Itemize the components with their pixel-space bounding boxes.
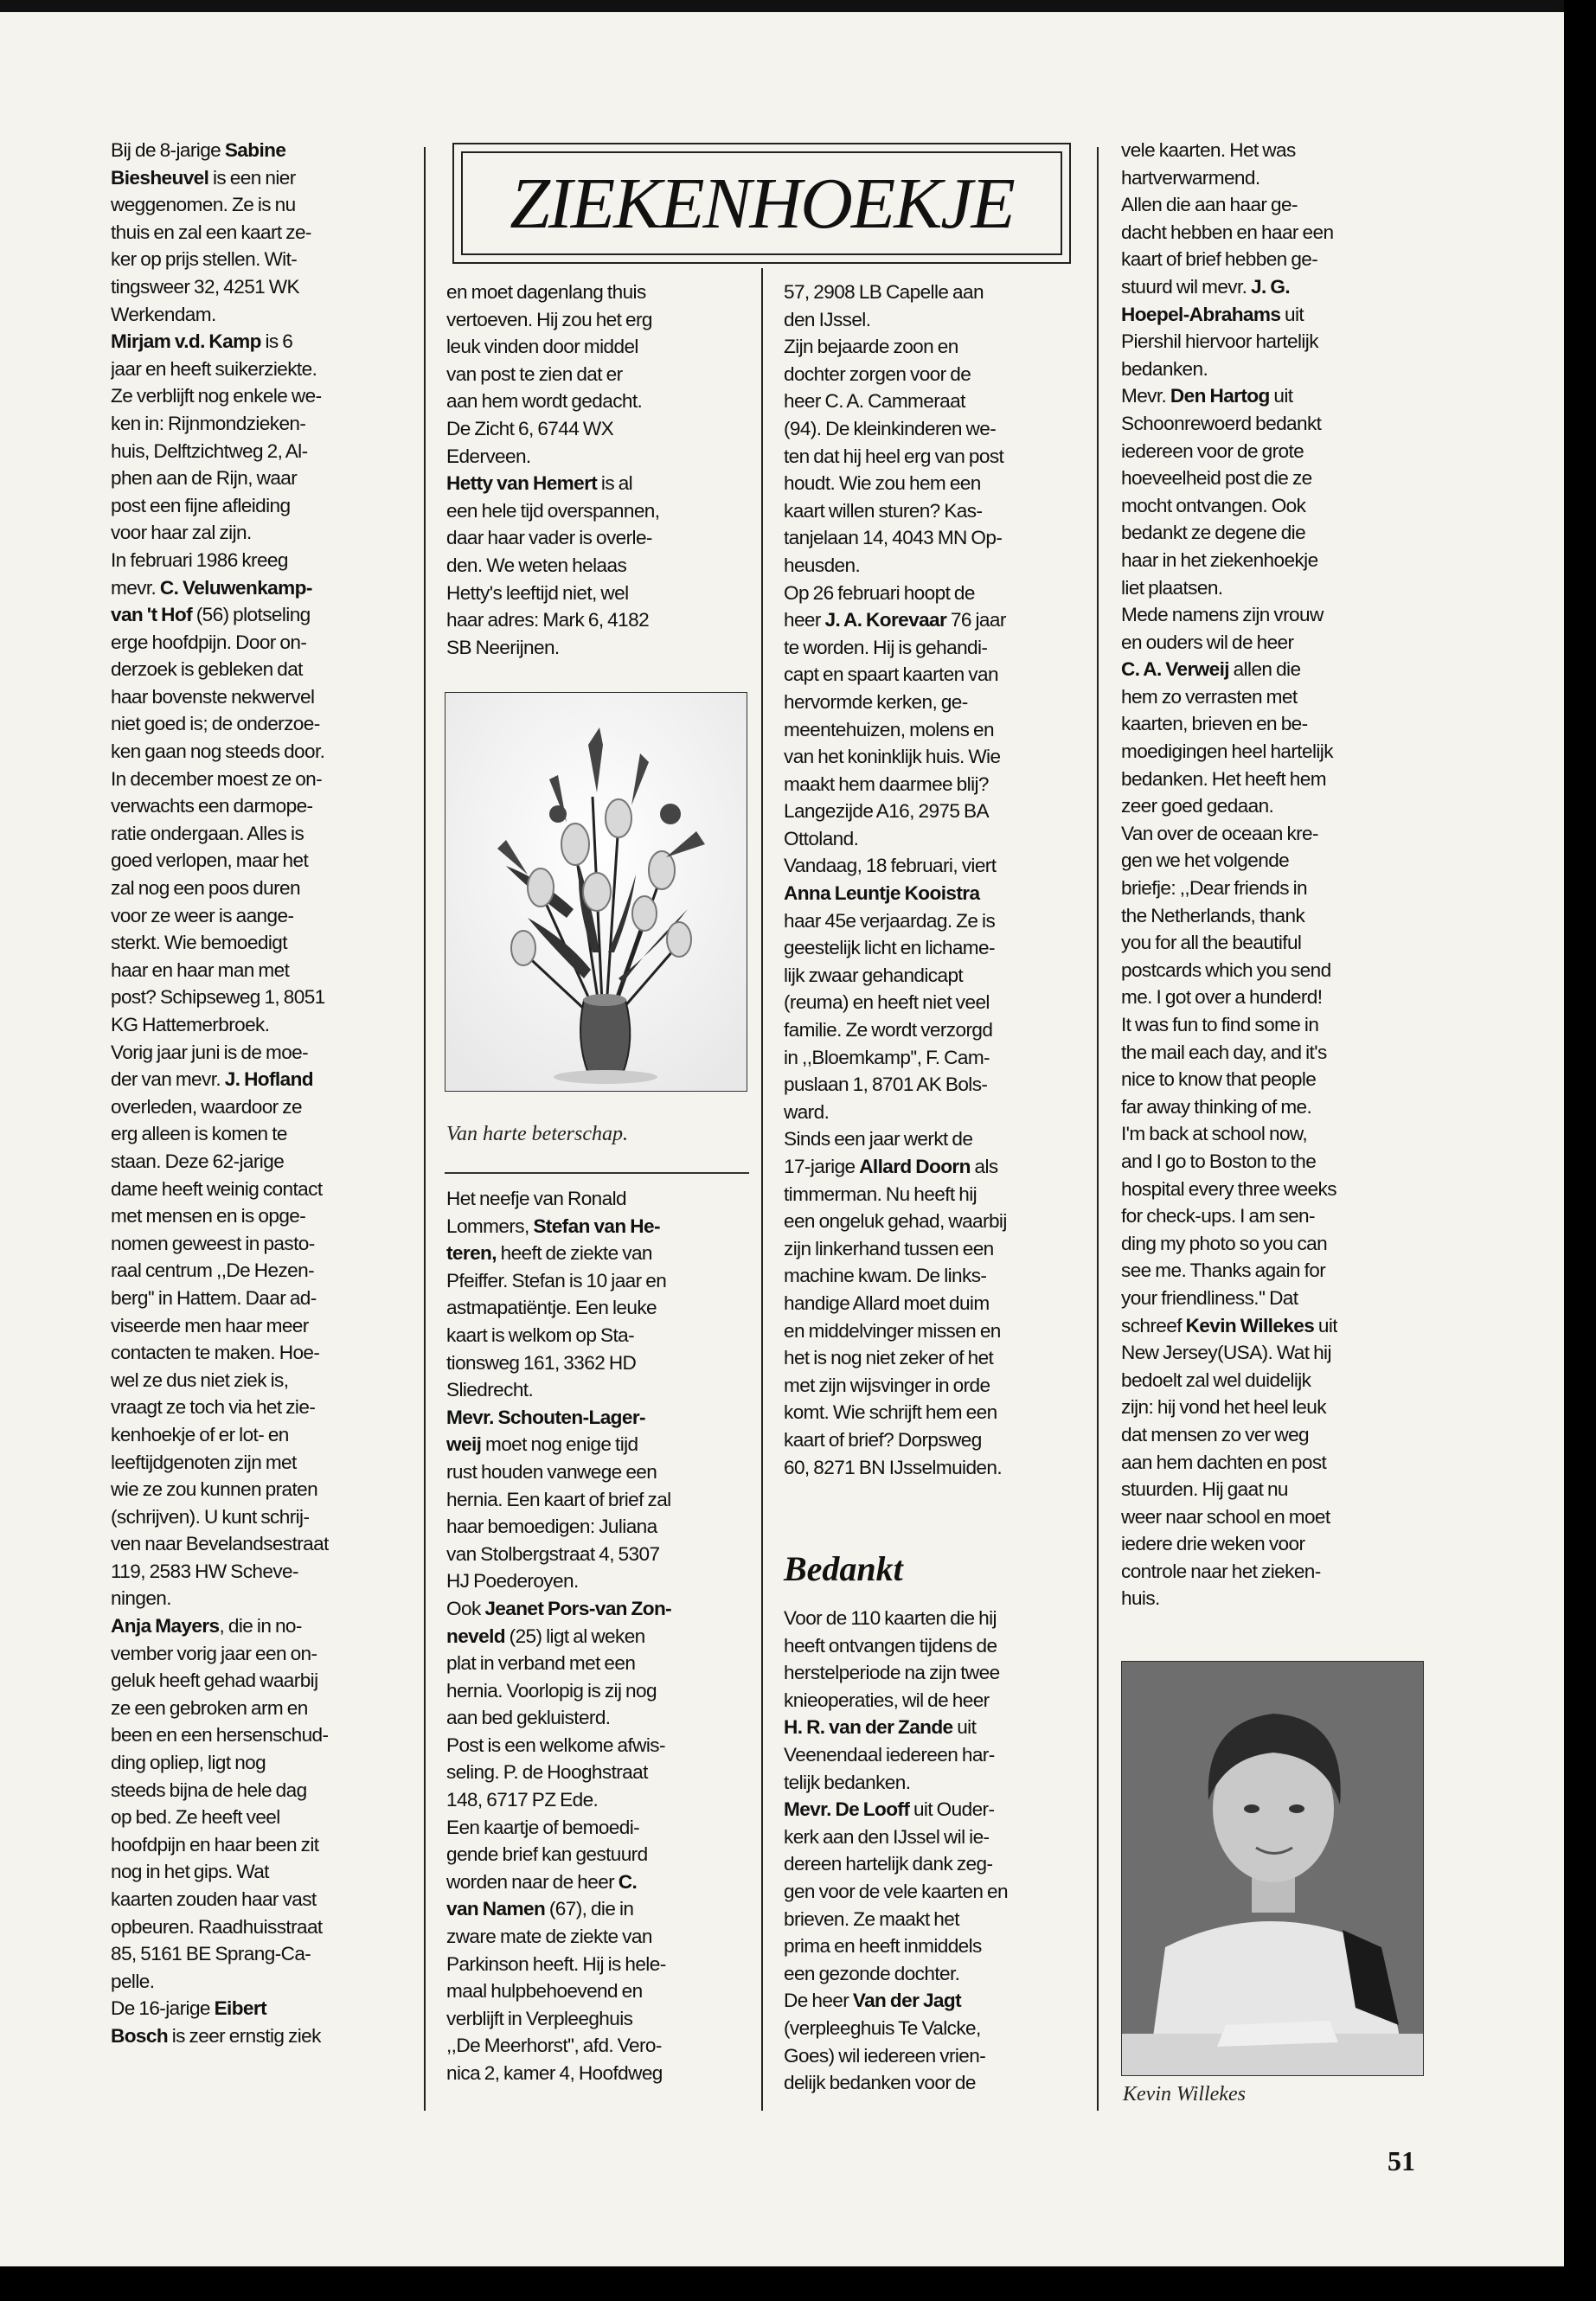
- title-inner-frame: [461, 151, 1062, 255]
- text-line: Hoepel-Abrahams uit: [1121, 303, 1304, 325]
- text-line: ding opliep, ligt nog: [111, 1752, 266, 1774]
- text-line: tingsweer 32, 4251 WK: [111, 275, 299, 298]
- text-line: post een fijne afleiding: [111, 494, 291, 516]
- text-line: berg'' in Hattem. Daar ad-: [111, 1286, 317, 1309]
- column-3-bottom: [784, 1605, 1008, 2097]
- text-line: geestelijk licht en lichame-: [784, 937, 995, 959]
- text-line: van post te zien dat er: [446, 362, 623, 385]
- text-line: bedanken.: [1121, 357, 1208, 380]
- text-line: ze een gebroken arm en: [111, 1696, 308, 1719]
- text-line: In december moest ze on-: [111, 767, 323, 790]
- text-line: leuk vinden door middel: [446, 336, 638, 358]
- text-line: het is nog niet zeker of het: [784, 1347, 994, 1369]
- text-line: nice to know that people: [1121, 1068, 1317, 1091]
- text-line: Het neefje van Ronald: [446, 1188, 626, 1209]
- text-line: 17-jarige Allard Doorn als: [784, 1156, 998, 1177]
- column-divider-1: [424, 147, 426, 2111]
- text-line: worden naar de heer C.: [446, 1870, 638, 1893]
- text-line: Vandaag, 18 februari, viert: [784, 855, 997, 877]
- text-line: Bosch is zeer ernstig ziek: [111, 2024, 321, 2047]
- text-line: heusden.: [784, 554, 861, 576]
- text-line: bedanken. Het heeft hem: [1121, 767, 1326, 790]
- page-number: 51: [1388, 2145, 1415, 2176]
- text-line: neveld (25) ligt al weken: [446, 1625, 645, 1647]
- column-divider-2: [761, 268, 763, 2111]
- text-line: De 16-jarige Eibert: [111, 1997, 266, 2020]
- text-line: It was fun to find some in: [1121, 1014, 1319, 1035]
- text-line: steeds bijna de hele dag: [111, 1779, 307, 1801]
- section-heading-bedankt: Bedankt: [784, 1549, 903, 1588]
- text-line: De heer Van der Jagt: [784, 1990, 962, 2012]
- text-line: hernia. Een kaart of brief zal: [446, 1488, 671, 1510]
- flowers-photo: [445, 692, 747, 1092]
- text-line: Sinds een jaar werkt de: [784, 1128, 973, 1150]
- text-line: I'm back at school now,: [1121, 1123, 1308, 1145]
- text-line: Post is een welkome afwis-: [446, 1734, 665, 1756]
- text-line: Ottoland.: [784, 827, 859, 849]
- text-line: van het koninklijk huis. Wie: [784, 746, 1001, 768]
- text-line: schreef Kevin Willekes uit: [1121, 1314, 1337, 1336]
- text-line: hoeveelheid post die ze: [1121, 467, 1312, 490]
- text-line: SB Neerijnen.: [446, 636, 560, 658]
- text-line: haar en haar man met: [111, 958, 290, 981]
- text-line: aan hem dachten en post: [1121, 1451, 1327, 1473]
- text-line: viseerde men haar meer: [111, 1314, 309, 1336]
- text-line: been en een hersenschud-: [111, 1724, 329, 1747]
- text-line: in ,,Bloemkamp'', F. Cam-: [784, 1046, 990, 1068]
- text-line: met mensen en is opge-: [111, 1205, 306, 1227]
- text-line: delijk bedanken voor de: [784, 2072, 976, 2094]
- text-line: Vorig jaar juni is de moe-: [111, 1041, 309, 1063]
- text-line: dame heeft weinig contact: [111, 1177, 323, 1200]
- text-line: maakt hem daarmee blij?: [784, 772, 989, 795]
- text-line: kenhoekje of er lot- en: [111, 1423, 289, 1445]
- text-line: ratie ondergaan. Alles is: [111, 822, 304, 844]
- text-line: voor ze weer is aange-: [111, 904, 294, 926]
- text-line: en middelvinger missen en: [784, 1319, 1001, 1342]
- text-line: thuis en zal een kaart ze-: [111, 221, 311, 243]
- text-line: aan hem wordt gedacht.: [446, 390, 643, 413]
- text-line: dereen hartelijk dank zeg-: [784, 1853, 993, 1875]
- text-line: van 't Hof (56) plotseling: [111, 604, 311, 626]
- text-line: liet plaatsen.: [1121, 576, 1223, 599]
- text-line: aan bed gekluisterd.: [446, 1707, 611, 1729]
- column-2-bottom: [446, 1185, 671, 2087]
- text-line: me. I got over a hunderd!: [1121, 986, 1323, 1009]
- text-line: post? Schipseweg 1, 8051: [111, 986, 325, 1009]
- text-line: your friendliness.'' Dat: [1121, 1286, 1298, 1309]
- text-line: Schoonrewoerd bedankt: [1121, 412, 1322, 434]
- text-line: dat mensen zo ver weg: [1121, 1423, 1309, 1445]
- text-line: machine kwam. De links-: [784, 1265, 987, 1287]
- text-line: van Namen (67), die in: [446, 1898, 634, 1920]
- text-line: Mevr. De Looff uit Ouder-: [784, 1798, 995, 1821]
- text-line: Op 26 februari hoopt de: [784, 581, 975, 604]
- text-line: den. We weten helaas: [446, 554, 627, 576]
- text-line: den IJssel.: [784, 308, 871, 330]
- text-line: Ze verblijft nog enkele we-: [111, 385, 322, 407]
- text-line: puslaan 1, 8701 AK Bols-: [784, 1074, 988, 1096]
- text-line: geluk heeft gehad waarbij: [111, 1670, 318, 1692]
- text-line: plat in verband met een: [446, 1652, 636, 1675]
- text-line: ker op prijs stellen. Wit-: [111, 248, 298, 271]
- text-line: gen voor de vele kaarten en: [784, 1880, 1008, 1902]
- column-2-top: [446, 279, 659, 661]
- text-line: HJ Poederoyen.: [446, 1570, 579, 1593]
- text-line: derzoek is gebleken dat: [111, 658, 303, 681]
- text-line: wel ze dus niet ziek is,: [111, 1368, 289, 1391]
- text-line: capt en spaart kaarten van: [784, 663, 998, 686]
- text-line: familie. Ze wordt verzorgd: [784, 1019, 993, 1042]
- text-line: meentehuizen, molens en: [784, 718, 994, 740]
- scan-edge-top: [0, 0, 1564, 12]
- text-line: Hetty van Hemert is al: [446, 472, 633, 495]
- text-line: opbeuren. Raadhuisstraat: [111, 1915, 323, 1938]
- flower-vase-icon: [445, 693, 747, 1091]
- text-line: C. A. Verweij allen die: [1121, 658, 1301, 681]
- text-line: timmerman. Nu heeft hij: [784, 1183, 977, 1205]
- text-line: teren, heeft de ziekte van: [446, 1242, 652, 1265]
- text-line: Ederveen.: [446, 445, 531, 467]
- text-line: houdt. Wie zou hem een: [784, 472, 981, 495]
- text-line: tionsweg 161, 3362 HD: [446, 1351, 637, 1374]
- text-line: bedoelt zal wel duidelijk: [1121, 1368, 1311, 1391]
- text-line: astmapatiëntje. Een leuke: [446, 1297, 657, 1319]
- text-line: Allen die aan haar ge-: [1121, 194, 1298, 216]
- text-line: H. R. van der Zande uit: [784, 1716, 977, 1739]
- text-line: zeer goed gedaan.: [1121, 795, 1274, 817]
- kevin-photo: [1121, 1661, 1424, 2076]
- column-1: [111, 137, 329, 2050]
- text-line: vele kaarten. Het was: [1121, 139, 1296, 161]
- text-line: nog in het gips. Wat: [111, 1861, 269, 1883]
- text-line: contacten te maken. Hoe-: [111, 1342, 320, 1364]
- text-line: Sliedrecht.: [446, 1379, 534, 1401]
- text-line: ken in: Rijnmondzieken-: [111, 412, 306, 434]
- text-line: the Netherlands, thank: [1121, 904, 1305, 926]
- text-line: ningen.: [111, 1587, 171, 1610]
- text-line: hervormde kerken, ge-: [784, 690, 968, 713]
- page-title: ZIEKENHOEKJE: [510, 163, 1014, 244]
- text-line: der van mevr. J. Hofland: [111, 1068, 313, 1091]
- text-line: the mail each day, and it's: [1121, 1041, 1327, 1063]
- text-line: huis, Delftzichtweg 2, Al-: [111, 439, 308, 462]
- text-line: kaarten zouden haar vast: [111, 1888, 317, 1910]
- text-line: goed verlopen, maar het: [111, 849, 309, 872]
- text-line: leeftijdgenoten zijn met: [111, 1451, 297, 1473]
- text-line: raal centrum ,,De Hezen-: [111, 1259, 314, 1282]
- text-line: De Zicht 6, 6744 WX: [446, 417, 614, 439]
- text-line: for check-ups. I am sen-: [1121, 1205, 1315, 1227]
- text-line: (reuma) en heeft niet veel: [784, 991, 990, 1014]
- text-line: zijn linkerhand tussen een: [784, 1237, 994, 1259]
- text-line: ding my photo so you can: [1121, 1232, 1328, 1254]
- text-line: prima en heeft inmiddels: [784, 1935, 982, 1958]
- text-line: stuurd wil mevr. J. G.: [1121, 275, 1291, 298]
- text-line: moedigingen heel hartelijk: [1121, 740, 1333, 763]
- column-4: [1121, 137, 1337, 1612]
- text-line: dochter zorgen voor de: [784, 362, 971, 385]
- text-line: zijn: hij vond het heel leuk: [1121, 1396, 1326, 1419]
- text-line: erge hoofdpijn. Door on-: [111, 631, 307, 653]
- text-line: een hele tijd overspannen,: [446, 499, 660, 522]
- text-line: dacht hebben en haar een: [1121, 221, 1334, 243]
- text-line: Veenendaal iedereen har-: [784, 1743, 995, 1766]
- text-line: telijk bedanken.: [784, 1771, 911, 1793]
- text-line: Parkinson heeft. Hij is hele-: [446, 1952, 666, 1975]
- text-line: mocht ontvangen. Ook: [1121, 494, 1306, 516]
- text-line: gen we het volgende: [1121, 849, 1290, 872]
- text-line: In februari 1986 kreeg: [111, 548, 288, 571]
- text-line: Biesheuvel is een nier: [111, 166, 296, 189]
- text-line: iedere drie weken voor: [1121, 1533, 1305, 1555]
- text-line: Langezijde A16, 2975 BA: [784, 800, 989, 823]
- text-line: een ongeluk gehad, waarbij: [784, 1210, 1007, 1233]
- text-line: briefje: ,,Dear friends in: [1121, 877, 1307, 900]
- text-line: herstelperiode na zijn twee: [784, 1662, 1000, 1684]
- text-line: Mevr. Schouten-Lager-: [446, 1406, 645, 1428]
- text-line: vember vorig jaar een on-: [111, 1642, 317, 1664]
- text-line: (schrijven). U kunt schrij-: [111, 1505, 310, 1528]
- text-line: te worden. Hij is gehandi-: [784, 636, 988, 658]
- text-line: hartverwarmend.: [1121, 166, 1260, 189]
- text-line: verblijft in Verpleeghuis: [446, 2007, 633, 2029]
- text-line: haar in het ziekenhoekje: [1121, 548, 1318, 571]
- text-line: ven naar Bevelandsestraat: [111, 1533, 329, 1555]
- text-line: kerk aan den IJssel wil ie-: [784, 1825, 990, 1848]
- text-line: hem zo verrasten met: [1121, 685, 1298, 708]
- text-line: hoofdpijn en haar been zit: [111, 1833, 319, 1856]
- text-line: KG Hattemerbroek.: [111, 1014, 270, 1035]
- text-line: Bij de 8-jarige Sabine: [111, 139, 286, 161]
- text-line: vraagt ze toch via het zie-: [111, 1396, 316, 1419]
- text-line: verwachts een darmope-: [111, 795, 313, 817]
- text-line: pelle.: [111, 1970, 155, 1992]
- text-line: knieoperaties, wil de heer: [784, 1689, 990, 1711]
- text-line: haar bovenste nekwervel: [111, 685, 315, 708]
- text-line: tanjelaan 14, 4043 MN Op-: [784, 527, 1003, 549]
- text-line: (verpleeghuis Te Valcke,: [784, 2016, 981, 2039]
- text-line: heer J. A. Korevaar 76 jaar: [784, 609, 1006, 631]
- text-line: nica 2, kamer 4, Hoofdweg: [446, 2062, 663, 2084]
- text-line: van Stolbergstraat 4, 5307: [446, 1542, 660, 1565]
- text-line: vertoeven. Hij zou het erg: [446, 308, 652, 330]
- text-line: Werkendam.: [111, 303, 216, 325]
- text-line: 148, 6717 PZ Ede.: [446, 1789, 599, 1811]
- text-line: 119, 2583 HW Scheve-: [111, 1560, 298, 1582]
- text-line: maal hulpbehoevend en: [446, 1980, 643, 2003]
- text-line: op bed. Ze heeft veel: [111, 1806, 280, 1829]
- text-line: far away thinking of me.: [1121, 1095, 1312, 1118]
- text-line: heeft ontvangen tijdens de: [784, 1634, 997, 1657]
- text-line: iedereen voor de grote: [1121, 439, 1304, 462]
- text-line: weer naar school en moet: [1121, 1505, 1330, 1528]
- text-line: seling. P. de Hooghstraat: [446, 1761, 648, 1784]
- text-line: nomen geweest in pasto-: [111, 1232, 315, 1254]
- text-line: Goes) wil iedereen vrien-: [784, 2044, 986, 2067]
- text-line: gende brief kan gestuurd: [446, 1843, 648, 1866]
- text-line: erg alleen is komen te: [111, 1123, 287, 1145]
- text-line: kaart of brief hebben ge-: [1121, 248, 1318, 271]
- text-line: huis.: [1121, 1587, 1160, 1610]
- text-line: kaart of brief? Dorpsweg: [784, 1428, 982, 1451]
- text-line: mevr. C. Veluwenkamp-: [111, 576, 312, 599]
- text-line: kaarten, brieven en be-: [1121, 713, 1308, 735]
- text-line: zware mate de ziekte van: [446, 1926, 652, 1948]
- text-line: lijk zwaar gehandicapt: [784, 964, 964, 986]
- text-line: New Jersey(USA). Wat hij: [1121, 1342, 1331, 1364]
- text-line: bedankt ze degene die: [1121, 522, 1306, 544]
- text-line: staan. Deze 62-jarige: [111, 1150, 285, 1172]
- text-line: 85, 5161 BE Sprang-Ca-: [111, 1943, 311, 1965]
- text-line: phen aan de Rijn, waar: [111, 467, 298, 490]
- text-line: ten dat hij heel erg van post: [784, 445, 1004, 467]
- text-line: haar bemoedigen: Juliana: [446, 1516, 657, 1538]
- text-line: overleden, waardoor ze: [111, 1095, 302, 1118]
- text-line: sterkt. Wie bemoedigt: [111, 932, 287, 954]
- text-line: komt. Wie schrijft hem een: [784, 1401, 997, 1424]
- text-line: met zijn wijsvinger in orde: [784, 1374, 990, 1396]
- text-line: Zijn bejaarde zoon en: [784, 336, 958, 358]
- text-line: kaart willen sturen? Kas-: [784, 499, 983, 522]
- text-line: haar 45e verjaardag. Ze is: [784, 909, 996, 932]
- kevin-caption: Kevin Willekes: [1123, 2083, 1246, 2106]
- text-line: Lommers, Stefan van He-: [446, 1215, 660, 1237]
- text-line: Mevr. Den Hartog uit: [1121, 385, 1293, 407]
- text-line: ken gaan nog steeds door.: [111, 740, 325, 763]
- text-line: Piershil hiervoor hartelijk: [1121, 330, 1318, 353]
- text-line: weggenomen. Ze is nu: [111, 194, 296, 216]
- text-line: postcards which you send: [1121, 958, 1331, 981]
- text-line: jaar en heeft suikerziekte.: [111, 357, 317, 380]
- caption-divider: [445, 1172, 749, 1174]
- portrait-icon: [1122, 1662, 1423, 2075]
- text-line: and I go to Boston to the: [1121, 1150, 1317, 1172]
- column-3-top: [784, 279, 1007, 1481]
- text-line: Van over de oceaan kre-: [1121, 822, 1318, 844]
- text-line: ward.: [784, 1100, 830, 1123]
- text-line: ,,De Meerhorst'', afd. Vero-: [446, 2035, 662, 2057]
- text-line: Mede namens zijn vrouw: [1121, 604, 1324, 626]
- text-line: stuurden. Hij gaat nu: [1121, 1478, 1288, 1501]
- text-line: en ouders wil de heer: [1121, 631, 1294, 653]
- text-line: Pfeiffer. Stefan is 10 jaar en: [446, 1269, 667, 1292]
- text-line: Anja Mayers, die in no-: [111, 1615, 302, 1638]
- text-line: wie ze zou kunnen praten: [111, 1478, 318, 1501]
- text-line: Een kaartje of bemoedi-: [446, 1816, 640, 1838]
- text-line: brieven. Ze maakt het: [784, 1907, 959, 1930]
- text-line: 57, 2908 LB Capelle aan: [784, 281, 984, 303]
- text-line: Mirjam v.d. Kamp is 6: [111, 330, 293, 353]
- text-line: weij moet nog enige tijd: [446, 1433, 638, 1456]
- column-divider-3: [1097, 147, 1099, 2111]
- text-line: daar haar vader is overle-: [446, 527, 652, 549]
- text-line: hernia. Voorlopig is zij nog: [446, 1679, 657, 1702]
- text-line: kaart is welkom op Sta-: [446, 1324, 635, 1346]
- text-line: voor haar zal zijn.: [111, 522, 252, 544]
- text-line: Anna Leuntje Kooistra: [784, 882, 980, 905]
- text-line: hospital every three weeks: [1121, 1177, 1336, 1200]
- text-line: en moet dagenlang thuis: [446, 281, 646, 303]
- text-line: Ook Jeanet Pors-van Zon-: [446, 1597, 672, 1619]
- text-line: handige Allard moet duim: [784, 1292, 990, 1314]
- text-line: niet goed is; de onderzoe-: [111, 713, 320, 735]
- text-line: controle naar het zieken-: [1121, 1560, 1321, 1582]
- text-line: een gezonde dochter.: [784, 1962, 960, 1984]
- flowers-caption: Van harte beterschap.: [446, 1123, 628, 1145]
- title-box: [452, 143, 1071, 264]
- text-line: heer C. A. Cammeraat: [784, 390, 965, 413]
- text-line: Voor de 110 kaarten die hij: [784, 1607, 997, 1629]
- text-line: zal nog een poos duren: [111, 877, 300, 900]
- text-line: haar adres: Mark 6, 4182: [446, 609, 650, 631]
- text-line: rust houden vanwege een: [446, 1460, 657, 1483]
- text-line: Hetty's leeftijd niet, wel: [446, 581, 629, 604]
- text-line: (94). De kleinkinderen we-: [784, 417, 997, 439]
- text-line: see me. Thanks again for: [1121, 1259, 1326, 1282]
- text-line: you for all the beautiful: [1121, 932, 1302, 954]
- text-line: 60, 8271 BN IJsselmuiden.: [784, 1456, 1003, 1478]
